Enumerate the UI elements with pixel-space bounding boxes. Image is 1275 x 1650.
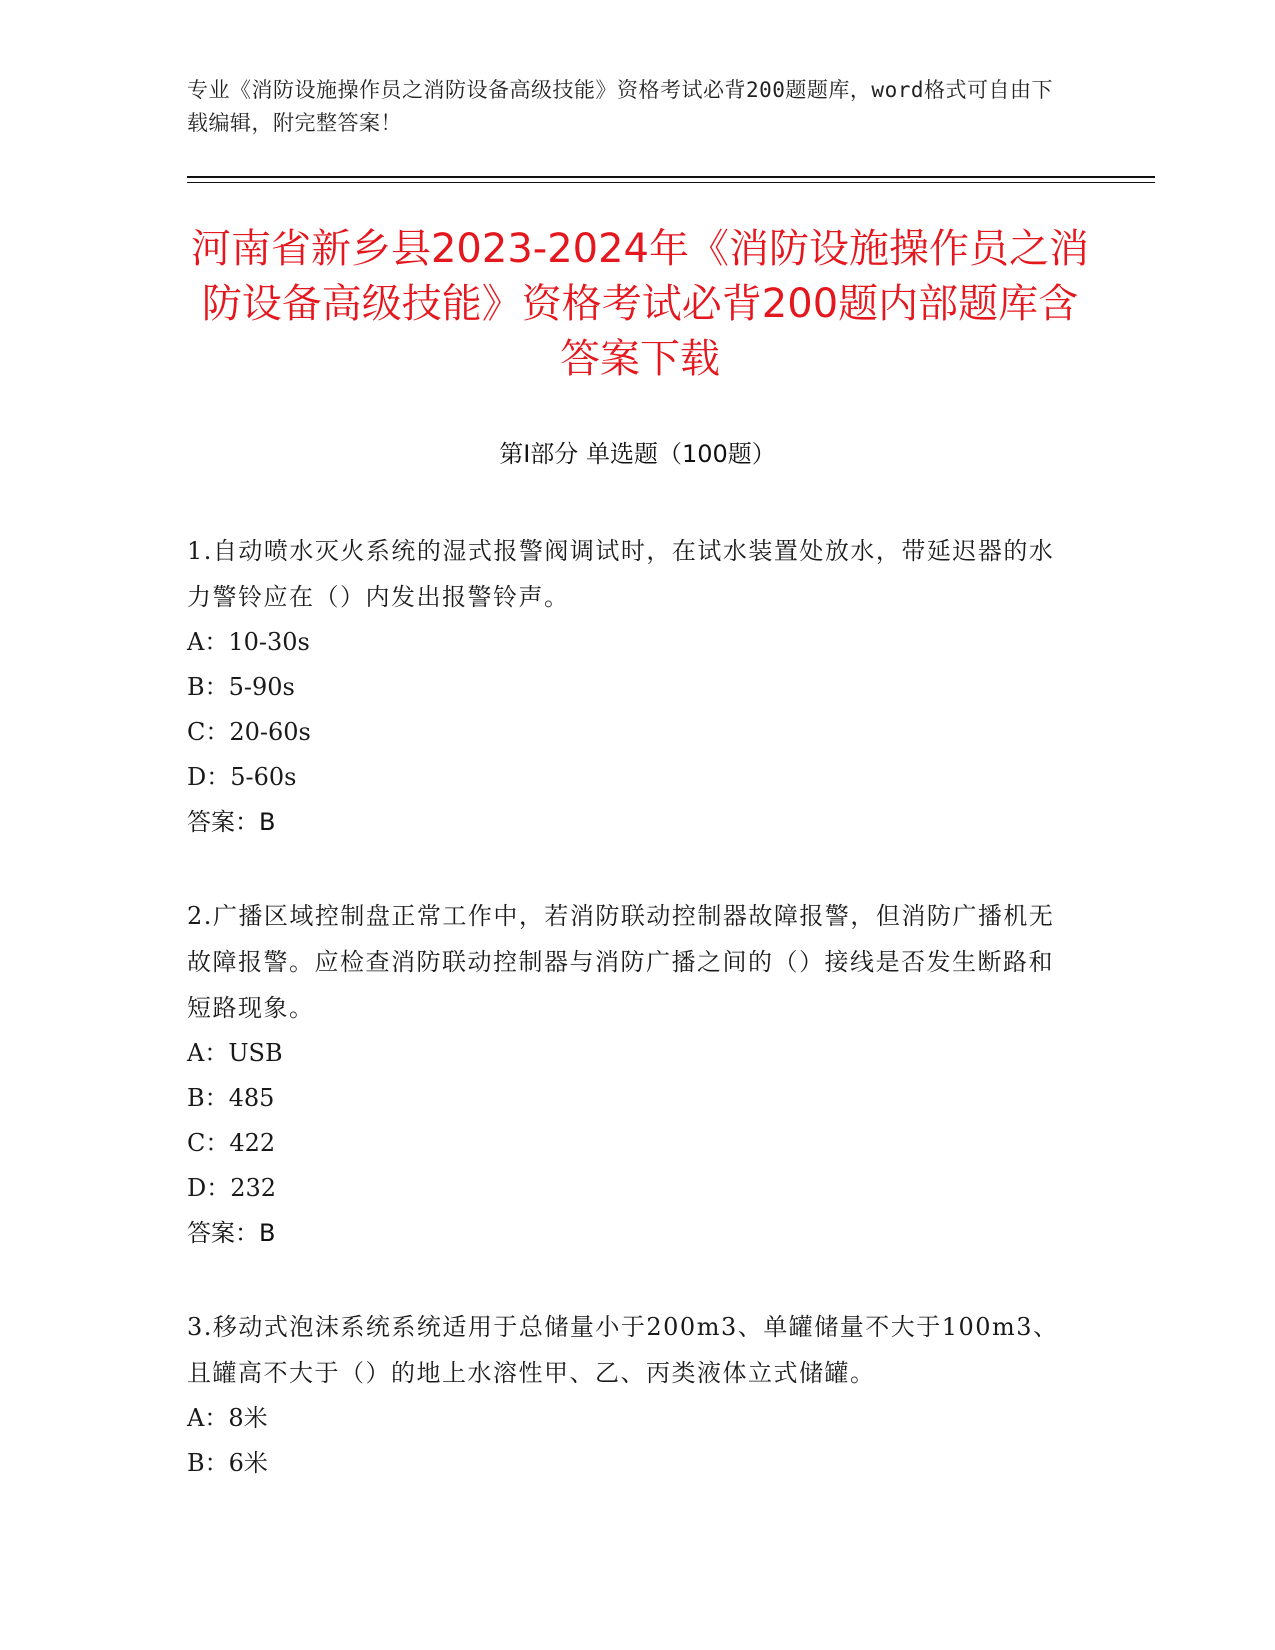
- answer: 答案：B: [187, 1219, 276, 1247]
- option-a: A：USB: [187, 1039, 283, 1067]
- header-rule-thin: [187, 182, 1155, 183]
- option-a: A：10-30s: [187, 628, 310, 656]
- question-stem: 2.广播区域控制盘正常工作中，若消防联动控制器故障报警，但消防广播机无故障报警。应检查消防联动控制器与消防广播之间的（）接线是否发生断路和短路现象。: [187, 902, 1055, 1022]
- document-title: 河南省新乡县2023-2024年《消防设施操作员之消防设备高级技能》资格考试必背200题内部题库含答案下载: [190, 226, 1090, 382]
- header-note: 专业《消防设施操作员之消防设备高级技能》资格考试必背200题题库，word格式可自由下载编辑，附完整答案！: [187, 78, 1053, 135]
- option-b: B：485: [187, 1084, 275, 1112]
- option-d: D：232: [187, 1174, 277, 1202]
- header-rule-thick: [187, 176, 1155, 178]
- question-3: [187, 1304, 1067, 1486]
- question-1: [187, 528, 1067, 845]
- option-d: D：5-60s: [187, 763, 297, 791]
- option-c: C：20-60s: [187, 718, 311, 746]
- option-a: A：8米: [187, 1404, 268, 1432]
- question-stem: 3.移动式泡沫系统系统适用于总储量小于200m3、单罐储量不大于100m3、且罐高不大于（）的地上水溶性甲、乙、丙类液体立式储罐。: [187, 1313, 1059, 1387]
- question-stem: 1.自动喷水灭火系统的湿式报警阀调试时，在试水装置处放水，带延迟器的水力警铃应在（）内发出报警铃声。: [187, 537, 1055, 611]
- answer: 答案：B: [187, 808, 276, 836]
- question-list: [187, 528, 1067, 1534]
- option-b: B：5-90s: [187, 673, 295, 701]
- section-heading: 第I部分 单选题（100题）: [499, 440, 776, 468]
- question-2: [187, 893, 1067, 1256]
- option-c: C：422: [187, 1129, 276, 1157]
- option-b: B：6米: [187, 1449, 268, 1477]
